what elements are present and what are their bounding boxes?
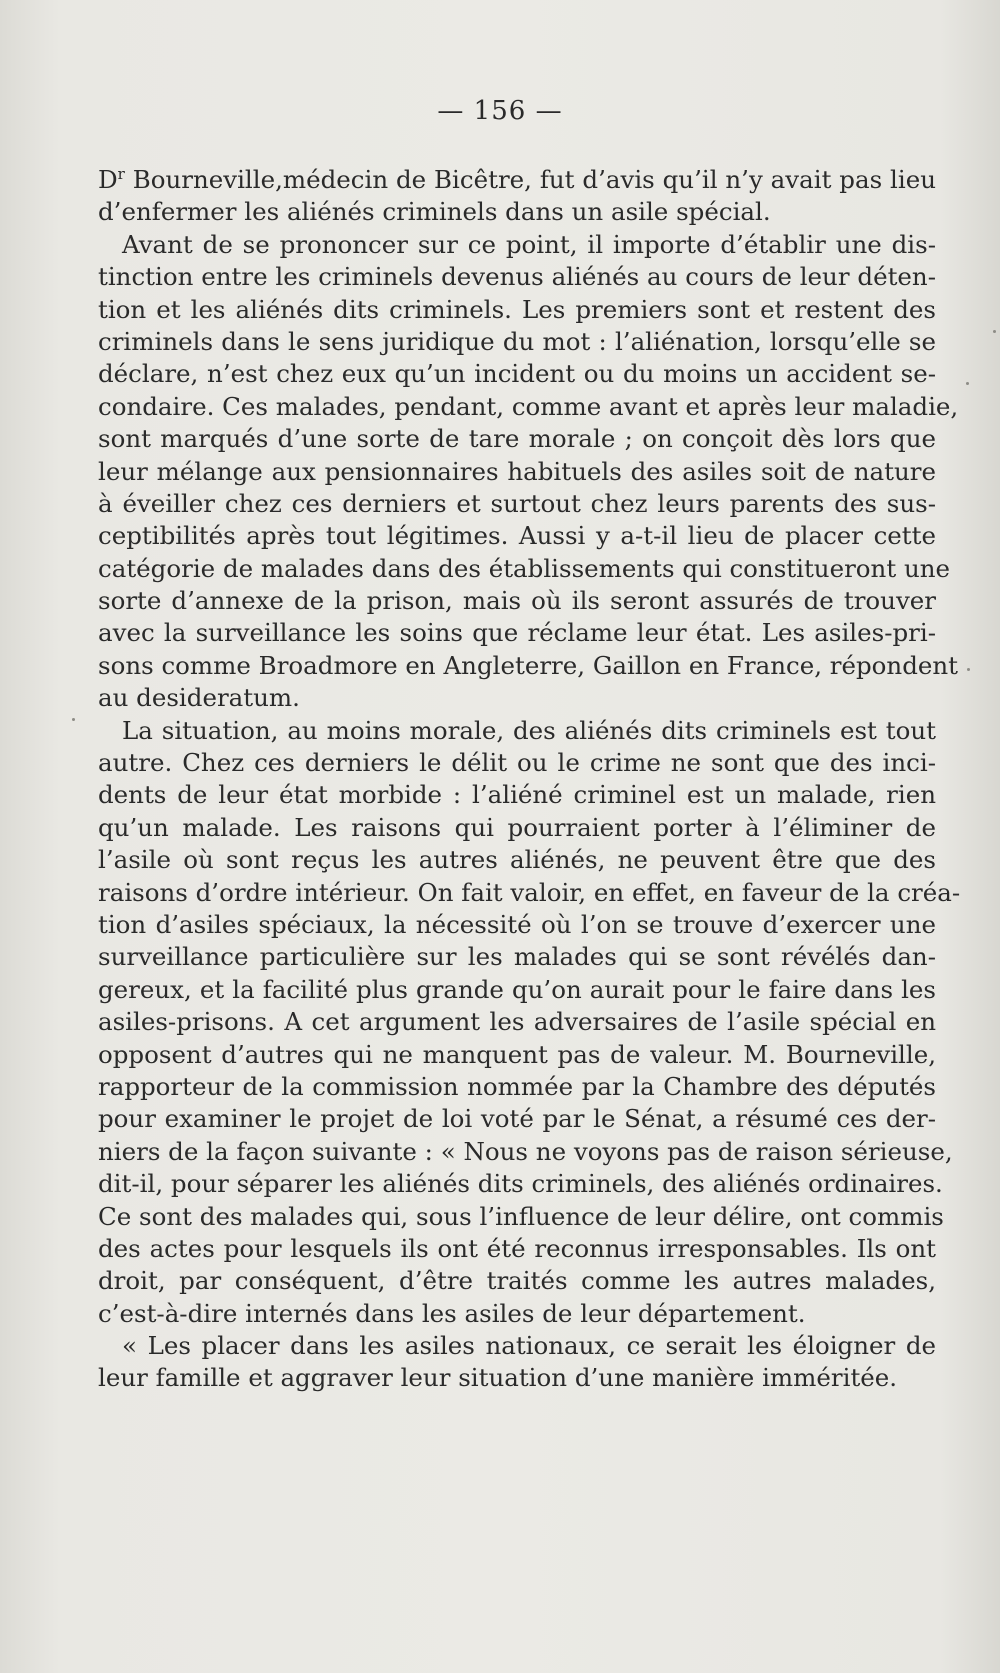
paper-speck xyxy=(72,718,75,721)
body-text xyxy=(98,164,961,1395)
paper-speck xyxy=(967,668,970,671)
text-line: Avant de se prononcer sur ce point, il importe d’établir une dis- xyxy=(122,229,936,259)
text-line xyxy=(98,164,936,196)
text-line: niers de la façon suivante : « Nous ne voyons pas de raison sérieuse, xyxy=(98,1136,953,1166)
text-line: dents de leur état morbide : l’aliéné criminel est un malade, rien xyxy=(98,780,936,810)
text-line-prefix: D xyxy=(98,165,118,194)
paper-speck xyxy=(993,330,996,333)
text-line: c’est-à-dire internés dans les asiles de leur département. xyxy=(98,1298,806,1328)
text-line: pour examiner le projet de loi voté par le Sénat, a résumé ces der- xyxy=(98,1104,936,1134)
text-line: surveillance particulière sur les malades qui se sont révélés dan- xyxy=(98,942,936,972)
text-line: gereux, et la facilité plus grande qu’on aurait pour le faire dans les xyxy=(98,974,936,1004)
text-line: ceptibilités après tout légitimes. Aussi y a-t-il lieu de placer cette xyxy=(98,521,936,551)
text-line: qu’un malade. Les raisons qui pourraient porter à l’éliminer de xyxy=(98,812,936,842)
text-line: opposent d’autres qui ne manquent pas de valeur. M. Bourneville, xyxy=(98,1039,936,1069)
text-line: asiles-prisons. A cet argument les adversaires de l’asile spécial en xyxy=(98,1007,936,1037)
text-line: droit, par conséquent, d’être traités comme les autres malades, xyxy=(98,1266,936,1296)
text-line-content: Bourneville,médecin de Bicêtre, fut d’avis qu’il n’y avait pas lieu xyxy=(124,165,936,194)
superscript: r xyxy=(117,165,125,183)
text-line: déclare, n’est chez eux qu’un incident ou du moins un accident se- xyxy=(98,359,936,389)
text-line: catégorie de malades dans des établissements qui constitueront une xyxy=(98,553,951,583)
text-line: sont marqués d’une sorte de tare morale ; on conçoit dès lors que xyxy=(98,424,936,454)
paper-speck xyxy=(966,382,969,385)
text-line: rapporteur de la commission nommée par la Chambre des députés xyxy=(98,1071,936,1101)
text-line: l’asile où sont reçus les autres aliénés, ne peuvent être que des xyxy=(98,845,936,875)
text-line: tion et les aliénés dits criminels. Les premiers sont et restent des xyxy=(98,294,936,324)
text-line: des actes pour lesquels ils ont été reconnus irresponsables. Ils ont xyxy=(98,1233,936,1263)
text-line: Ce sont des malades qui, sous l’influence de leur délire, ont commis xyxy=(98,1201,944,1231)
text-line: condaire. Ces malades, pendant, comme avant et après leur maladie, xyxy=(98,391,959,421)
paragraph-4 xyxy=(98,1330,936,1395)
text-line: d’enfermer les aliénés criminels dans un asile spécial. xyxy=(98,197,771,227)
text-line: tinction entre les criminels devenus aliénés au cours de leur déten- xyxy=(98,262,936,292)
text-line: dit-il, pour séparer les aliénés dits criminels, des aliénés ordinaires. xyxy=(98,1169,943,1199)
text-line: criminels dans le sens juridique du mot : l’aliénation, lorsqu’elle se xyxy=(98,326,936,356)
text-line: La situation, au moins morale, des aliénés dits criminels est tout xyxy=(122,715,936,745)
page-number: — 156 — xyxy=(437,96,563,126)
text-line: « Les placer dans les asiles nationaux, ce serait les éloigner de xyxy=(122,1331,936,1361)
text-line: autre. Chez ces derniers le délit ou le crime ne sont que des inci- xyxy=(98,748,936,778)
paragraph-2 xyxy=(98,229,959,715)
text-line: à éveiller chez ces derniers et surtout chez leurs parents des sus- xyxy=(98,488,936,518)
text-line: raisons d’ordre intérieur. On fait valoir, en effet, en faveur de la créa- xyxy=(98,877,961,907)
text-line: sorte d’annexe de la prison, mais où ils seront assurés de trouver xyxy=(98,586,936,616)
paragraph-3 xyxy=(98,715,961,1330)
text-line: au desideratum. xyxy=(98,683,300,713)
paragraph-1 xyxy=(98,164,936,229)
text-line: sons comme Broadmore en Angleterre, Gaillon en France, répondent xyxy=(98,650,959,680)
text-line: avec la surveillance les soins que réclame leur état. Les asiles-pri- xyxy=(98,618,936,648)
text-line: leur mélange aux pensionnaires habituels des asiles soit de nature xyxy=(98,456,936,486)
text-line: tion d’asiles spéciaux, la nécessité où l’on se trouve d’exercer une xyxy=(98,909,936,939)
text-line: leur famille et aggraver leur situation d’une manière imméritée. xyxy=(98,1363,898,1393)
